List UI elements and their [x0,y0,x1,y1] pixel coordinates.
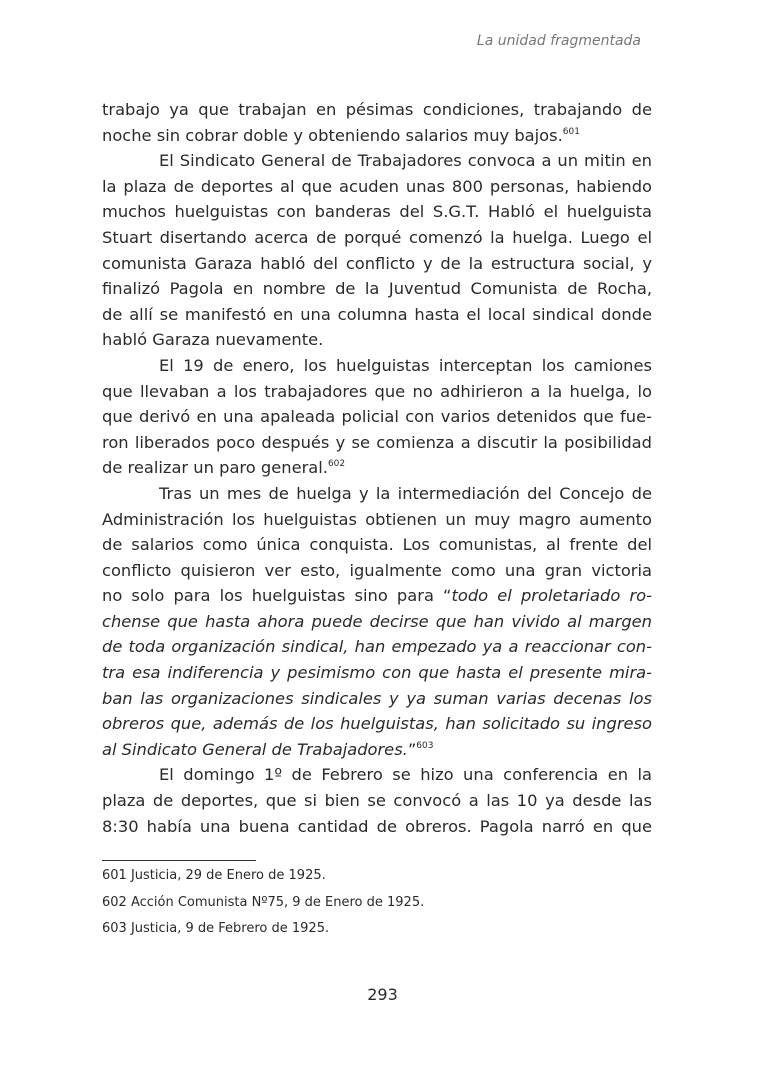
text-line [102,276,652,302]
text-line [102,225,652,251]
footnote: 601 Justicia, 29 de Enero de 1925. [102,868,326,883]
line-text: El domingo 1º de Febrero se hizo una conferencia en la [159,765,652,785]
footnote-ref[interactable]: 601 [562,126,580,137]
line-text: finalizó Pagola en nombre de la Juventud Comunista de Rocha, [102,279,652,299]
line-text: Tras un mes de huelga y la intermediación del Concejo de [159,483,652,503]
text-line [102,148,652,174]
line-text: Stuart disertando acerca de porqué comenzó la huelga. Luego el [102,227,652,247]
line-text: habló Garaza nuevamente. [102,330,324,350]
text-line [102,404,652,430]
line-text: de salarios como única conquista. Los comunistas, al frente del [102,535,652,555]
text-line [102,814,652,840]
paragraph [102,481,652,763]
text-line [102,97,652,123]
text-line [102,353,652,379]
line-text: 8:30 había una buena cantidad de obreros. Pagola narró en que [102,816,652,836]
text-line [102,379,652,405]
line-text: Administración los huelguistas obtienen un muy magro aumento [102,509,652,529]
quotation-text: tra esa indiferencia y pesimismo con que hasta el presente mira- [102,663,652,683]
paragraph [102,97,652,148]
text-line [102,558,652,584]
text-line [102,711,652,737]
body-text [102,97,652,839]
text-line [102,507,652,533]
quotation-text: al Sindicato General de Trabajadores. [102,739,408,759]
text-line [102,583,652,609]
line-text: plaza de deportes, que si bien se convocó a las 10 ya desde las [102,791,652,811]
text-line [102,174,652,200]
line-text: ron liberados poco después y se comienza a discutir la posibilidad [102,432,652,452]
closing-quote: ” [407,739,417,759]
line-text: conflicto quisieron ver esto, igualmente como una gran victoria [102,560,652,580]
quotation-text: ban las organizaciones sindicales y ya suman varias decenas los [102,688,652,708]
text-line [102,609,652,635]
text-line [102,634,652,660]
footnotes [102,866,424,946]
page-number: 293 [367,985,398,1004]
text-line [102,788,652,814]
footnote: 602 Acción Comunista Nº75, 9 de Enero de 1925. [102,894,425,910]
text-line [102,199,652,225]
footnote: 603 Justicia, 9 de Febrero de 1925. [102,921,330,936]
text-line [102,327,652,353]
quotation-text: obreros que, además de los huelguistas, han solicitado su ingreso [102,714,652,734]
line-text: El Sindicato General de Trabajadores convoca a un mitin en [159,151,652,171]
line-text: que derivó en una apaleada policial con varios detenidos que fue- [102,407,652,427]
line-text: El 19 de enero, los huelguistas interceptan los camiones [159,355,652,375]
text-line [102,481,652,507]
line-text: noche sin cobrar doble y obteniendo salarios muy bajos. [102,125,563,145]
line-text: no solo para los huelguistas sino para “ [102,586,452,606]
line-text: de realizar un paro general. [102,458,328,478]
text-line [102,762,652,788]
line-text: trabajo ya que trabajan en pésimas condiciones, trabajando de [102,100,652,119]
text-line [102,660,652,686]
text-line [102,455,652,481]
text-line [102,123,652,149]
quotation-text: todo el proletariado ro- [451,586,652,606]
footnote-separator [102,860,256,861]
line-text: comunista Garaza habló del conflicto y de la estructura social, y [102,253,652,273]
footnote-ref[interactable]: 602 [327,459,346,470]
text-line [102,430,652,456]
text-line [102,737,652,763]
paragraph [102,762,652,839]
paragraph [102,353,652,481]
quotation-text: chense que hasta ahora puede decirse que han vivido al margen [102,611,652,631]
text-line [102,532,652,558]
footnote-ref[interactable]: 603 [416,740,434,751]
line-text: la plaza de deportes al que acuden unas 800 personas, habiendo [102,176,652,196]
line-text: que llevaban a los trabajadores que no adhirieron a la huelga, lo [102,381,652,401]
text-line [102,686,652,712]
line-text: de allí se manifestó en una columna hasta el local sindical donde [102,304,652,324]
paragraph [102,148,652,353]
line-text: muchos huelguistas con banderas del S.G.T. Habló el huelguista [102,202,652,222]
text-line [102,251,652,277]
quotation-text: de toda organización sindical, han empezado ya a reaccionar con- [102,637,652,657]
running-head: La unidad fragmentada [476,33,641,49]
text-line [102,302,652,328]
